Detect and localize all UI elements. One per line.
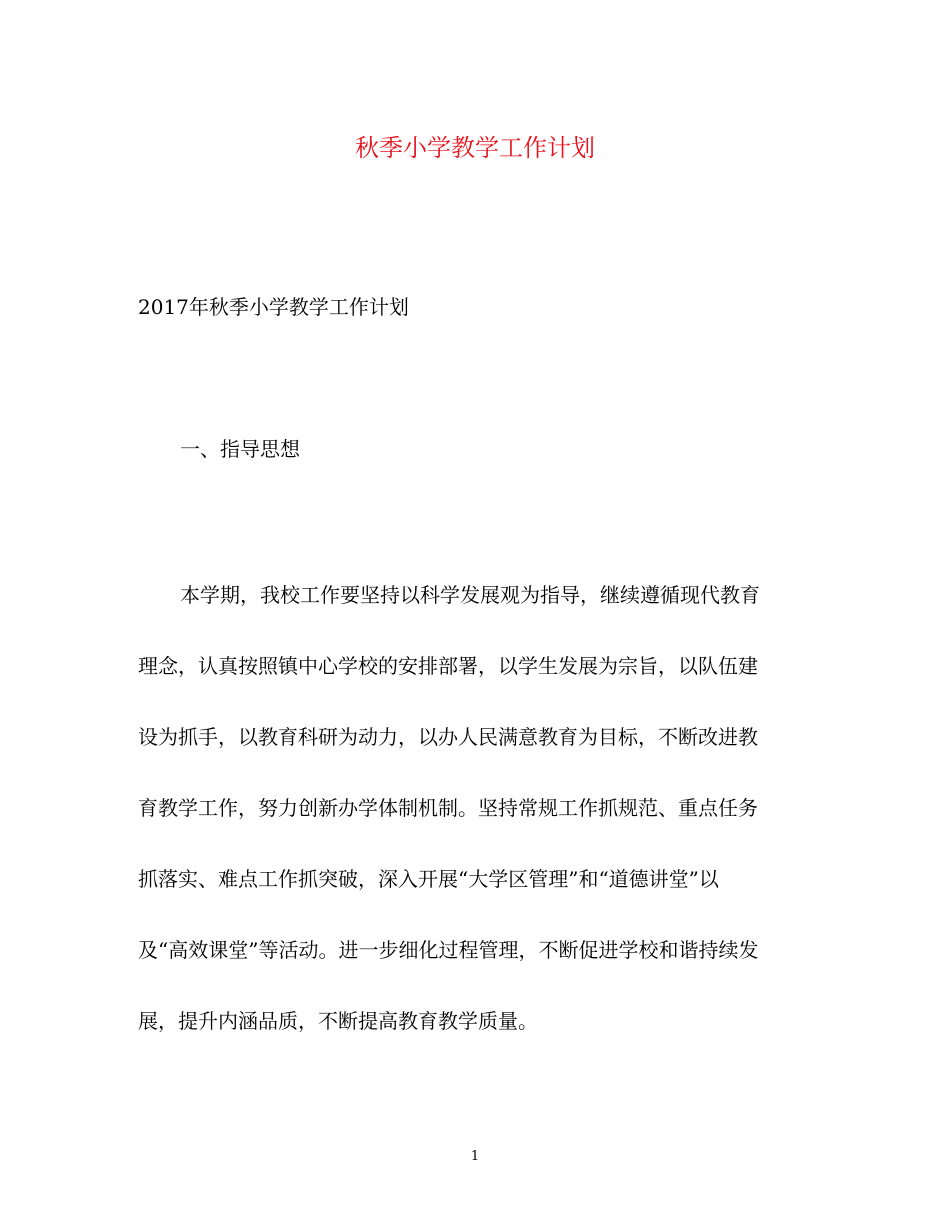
paragraph-line: 抓落实、难点工作抓突破，深入开展“大学区管理”和“道德讲堂”以 [138, 867, 719, 891]
paragraph-line: 本学期，我校工作要坚持以科学发展观为指导，继续遵循现代教育 [180, 583, 760, 607]
page-number: 1 [470, 1149, 480, 1164]
paragraph-line: 及“高效课堂”等活动。进一步细化过程管理，不断促进学校和谐持续发 [138, 938, 759, 962]
section-heading: 一、指导思想 [180, 437, 300, 461]
document-title: 秋季小学教学工作计划 [355, 134, 595, 162]
paragraph-line: 育教学工作，努力创新办学体制机制。坚持常规工作抓规范、重点任务 [138, 796, 758, 820]
paragraph-line: 设为抓手，以教育科研为动力，以办人民满意教育为目标，不断改进教 [138, 725, 758, 749]
paragraph-line: 展，提升内涵品质，不断提高教育教学质量。 [138, 1009, 538, 1033]
document-subtitle: 2017年秋季小学教学工作计划 [138, 295, 409, 319]
paragraph-line: 理念，认真按照镇中心学校的安排部署，以学生发展为宗旨，以队伍建 [138, 654, 758, 678]
